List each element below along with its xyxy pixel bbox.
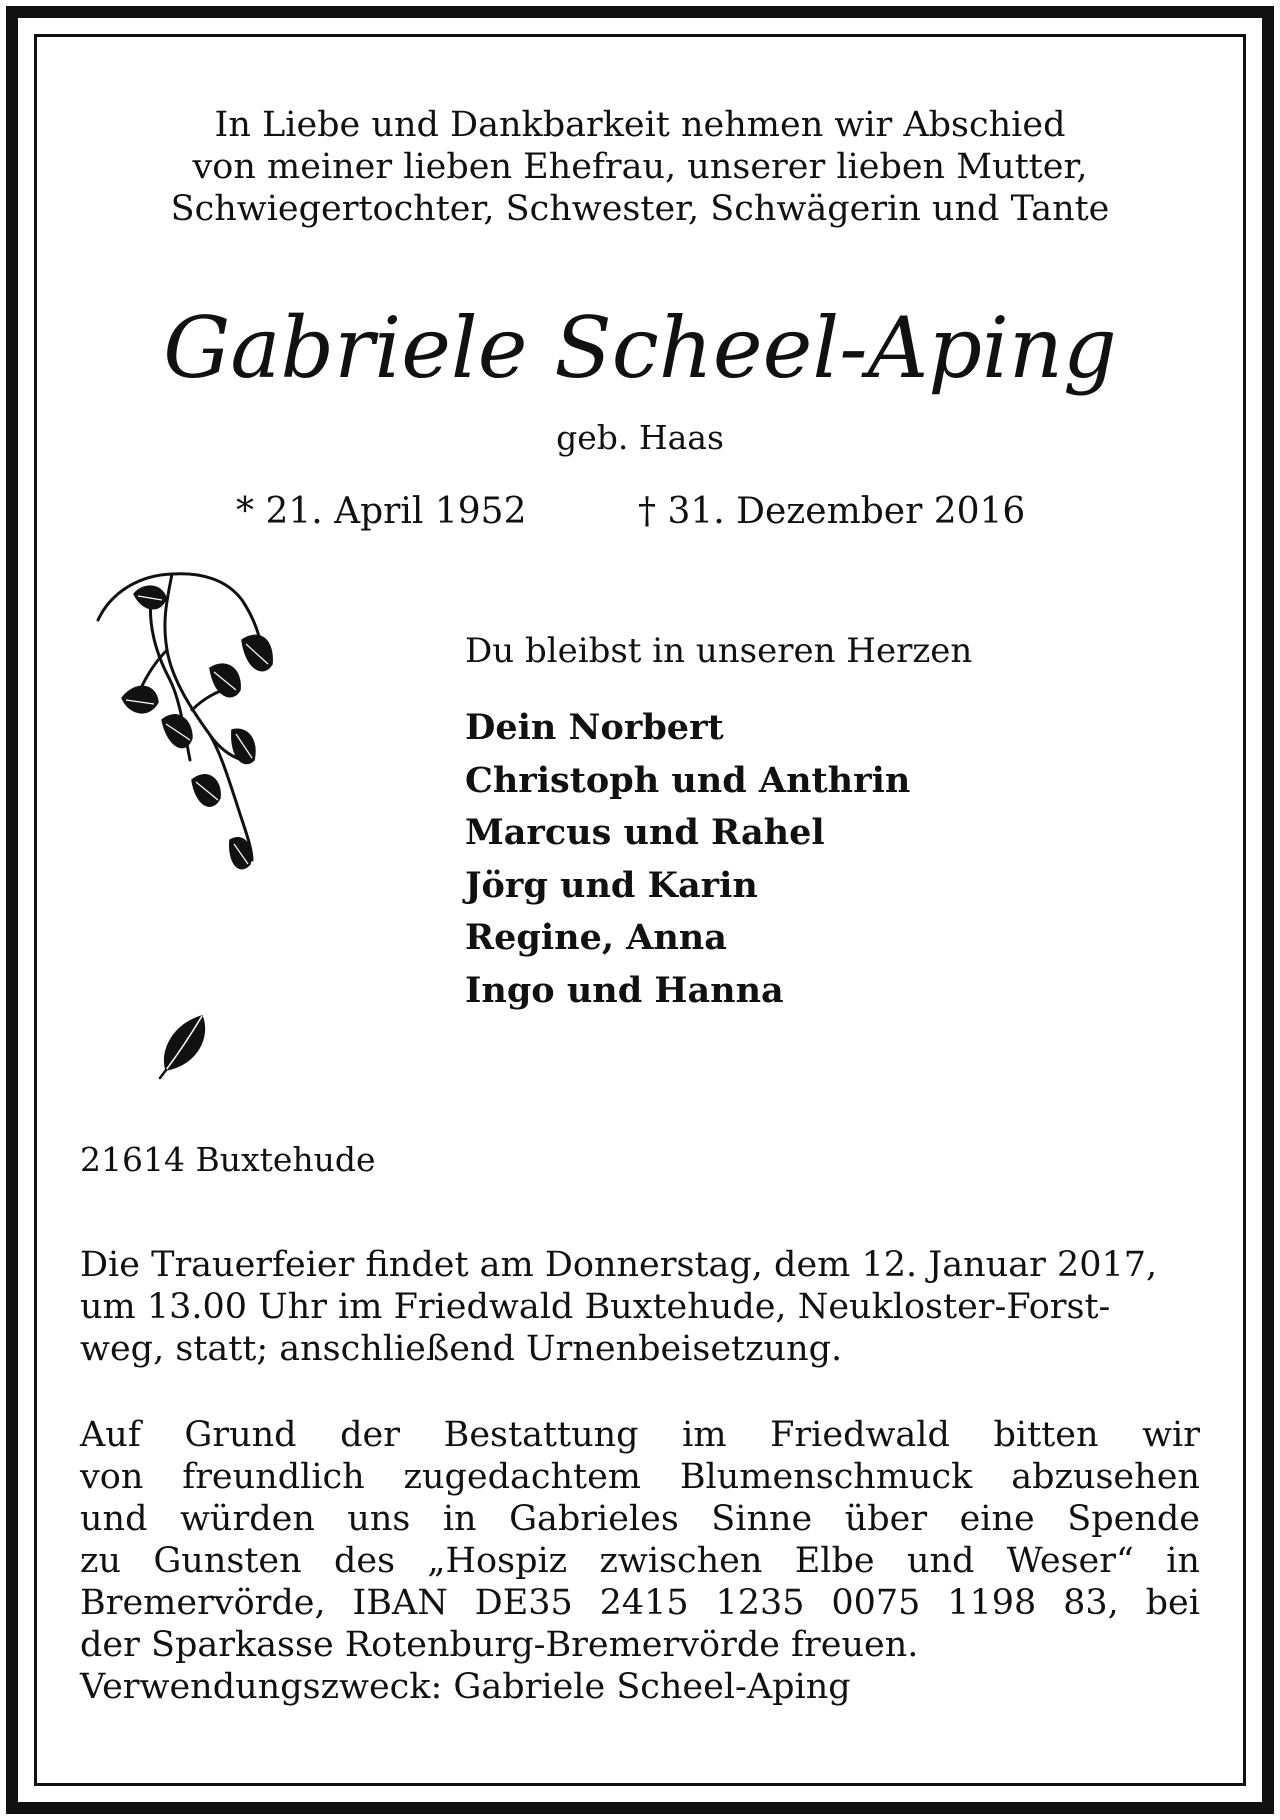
motto: Du bleibst in unseren Herzen [465,631,973,671]
deceased-name: Gabriele Scheel-Aping [163,299,1117,397]
donation-word: würden [179,1499,315,1539]
donation-line: Verwendungszweck: Gabriele Scheel-Aping [80,1667,851,1707]
falling-leaf-icon [156,1010,212,1080]
donation-word: bitten [993,1415,1099,1455]
donation-word: Auf [80,1415,141,1455]
intro-line: Schwiegertochter, Schwester, Schwägerin und Tante [170,189,1110,229]
donation-word: zu [80,1541,121,1581]
mourner: Dein Norbert [465,707,724,748]
donation-line [80,1456,1200,1498]
donation-word: zugedachtem [403,1457,641,1497]
donation-word: des [333,1541,396,1581]
death-date: † 31. Dezember 2016 [638,491,1026,532]
donation-word: Bestattung [443,1415,639,1455]
donation-word: in [442,1499,477,1539]
donation-word: und [80,1499,148,1539]
donation-line [80,1414,1200,1456]
donation-word: zwischen [599,1541,763,1581]
donation-line [80,1498,1200,1540]
donation-paragraph [80,1414,1200,1708]
donation-line [80,1582,1200,1624]
donation-line [80,1540,1200,1582]
mourner: Christoph und Anthrin [465,759,911,801]
donation-word: DE35 [474,1583,573,1623]
donation-word: Friedwald [770,1415,950,1455]
donation-word: uns [347,1499,411,1539]
donation-word: 2415 [599,1583,689,1623]
donation-word: 1235 [715,1583,805,1623]
mourner: Marcus und Rahel [465,812,825,853]
donation-word: freundlich [182,1457,365,1497]
donation-word: im [682,1415,727,1455]
mourner: Jörg und Karin [465,864,758,906]
donation-word: Weser“ [1006,1541,1134,1581]
maiden-name: geb. Haas [556,418,724,457]
intro-line: In Liebe und Dankbarkeit nehmen wir Abschied [214,105,1066,145]
donation-word: 1198 [947,1583,1037,1623]
donation-line: der Sparkasse Rotenburg-Bremervörde freuen. [80,1625,919,1665]
donation-word: Bremervörde, [80,1583,326,1623]
funeral-line: weg, statt; anschließend Urnenbeisetzung. [80,1329,843,1369]
donation-word: 0075 [831,1583,921,1623]
funeral-line: Die Trauerfeier findet am Donnerstag, dem 12. Januar 2017, [80,1245,1158,1285]
donation-word: Elbe [794,1541,875,1581]
donation-word: IBAN [352,1583,448,1623]
donation-word: Grund [184,1415,297,1455]
mourner: Ingo und Hanna [465,969,784,1011]
birch-branch-icon [92,560,312,900]
donation-word: Gunsten [153,1541,302,1581]
donation-word: eine [959,1499,1035,1539]
mourner: Regine, Anna [465,917,727,958]
donation-word: und [906,1541,975,1581]
donation-word: wir [1142,1415,1200,1455]
funeral-paragraph [80,1244,1200,1370]
donation-word: Spende [1067,1499,1200,1539]
birth-date: * 21. April 1952 [236,491,527,532]
mourners-list [465,702,910,1017]
donation-word: von [80,1457,144,1497]
donation-word: Blumenschmuck [679,1457,973,1497]
intro-line: von meiner lieben Ehefrau, unserer lieben Mutter, [192,147,1088,187]
donation-word: abzusehen [1011,1457,1200,1497]
funeral-line: um 13.00 Uhr im Friedwald Buxtehude, Neukloster-Forst- [80,1287,1111,1327]
donation-word: in [1166,1541,1200,1581]
location: 21614 Buxtehude [80,1140,376,1179]
intro-text [0,104,1280,230]
donation-word: Gabrieles [509,1499,679,1539]
donation-word: Sinne [711,1499,813,1539]
donation-word: bei [1145,1583,1200,1623]
donation-word: 83, [1063,1583,1119,1623]
donation-word: über [844,1499,928,1539]
donation-word: „Hospiz [427,1541,568,1581]
donation-word: der [340,1415,401,1455]
